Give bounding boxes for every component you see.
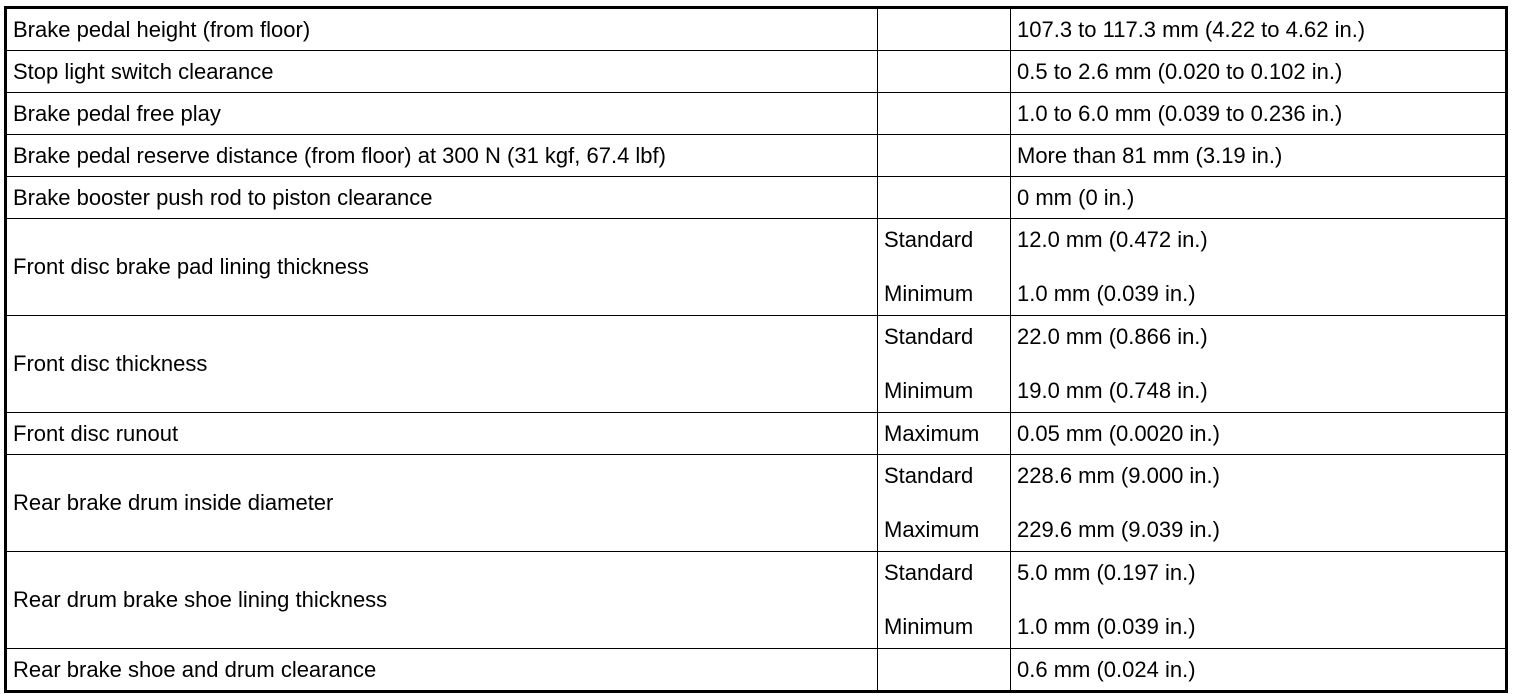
value-text: 1.0 mm (0.039 in.): [1017, 614, 1196, 639]
item-cell: Brake booster push rod to piston clearance: [6, 177, 878, 219]
item-cell: Rear drum brake shoe lining thickness: [6, 552, 878, 649]
condition-label: Standard: [884, 560, 974, 585]
value-cell: 107.3 to 117.3 mm (4.22 to 4.62 in.): [1011, 8, 1507, 51]
condition-cell: [878, 135, 1011, 177]
condition-label: Minimum: [884, 281, 974, 306]
table-row: [6, 552, 1507, 649]
item-cell: Brake pedal reserve distance (from floor) at 300 N (31 kgf, 67.4 lbf): [6, 135, 878, 177]
item-cell: Brake pedal free play: [6, 93, 878, 135]
value-cell: 0.5 to 2.6 mm (0.020 to 0.102 in.): [1011, 51, 1507, 93]
item-cell: Rear brake shoe and drum clearance: [6, 649, 878, 692]
item-cell: Brake pedal height (from floor): [6, 8, 878, 51]
item-cell: Front disc thickness: [6, 316, 878, 413]
item-cell: Rear brake drum inside diameter: [6, 455, 878, 552]
table-row: [6, 413, 1507, 455]
value-cell: [1011, 219, 1507, 316]
condition-label: Standard: [884, 324, 974, 349]
condition-cell: [878, 219, 1011, 316]
condition-label: Standard: [884, 227, 974, 252]
table-row: [6, 135, 1507, 177]
item-cell: Front disc runout: [6, 413, 878, 455]
table-row: [6, 649, 1507, 692]
condition-cell: [878, 51, 1011, 93]
condition-cell: [878, 649, 1011, 692]
value-text: 5.0 mm (0.197 in.): [1017, 560, 1196, 585]
value-cell: 0.6 mm (0.024 in.): [1011, 649, 1507, 692]
value-cell: 1.0 to 6.0 mm (0.039 to 0.236 in.): [1011, 93, 1507, 135]
table-row: [6, 455, 1507, 552]
condition-cell: Maximum: [878, 413, 1011, 455]
value-text: 229.6 mm (9.039 in.): [1017, 517, 1220, 542]
value-text: 22.0 mm (0.866 in.): [1017, 324, 1208, 349]
value-text: 19.0 mm (0.748 in.): [1017, 378, 1208, 403]
condition-cell: [878, 8, 1011, 51]
table-row: [6, 177, 1507, 219]
table-row: [6, 8, 1507, 51]
table-row: [6, 93, 1507, 135]
table-row: [6, 219, 1507, 316]
value-text: 228.6 mm (9.000 in.): [1017, 463, 1220, 488]
brake-specification-table: [4, 6, 1508, 693]
value-cell: 0 mm (0 in.): [1011, 177, 1507, 219]
item-cell: Front disc brake pad lining thickness: [6, 219, 878, 316]
condition-label: Minimum: [884, 614, 974, 639]
value-cell: [1011, 455, 1507, 552]
value-cell: [1011, 316, 1507, 413]
condition-cell: [878, 552, 1011, 649]
value-cell: More than 81 mm (3.19 in.): [1011, 135, 1507, 177]
table-row: [6, 316, 1507, 413]
condition-cell: [878, 316, 1011, 413]
condition-label: Maximum: [884, 517, 980, 542]
item-cell: Stop light switch clearance: [6, 51, 878, 93]
value-cell: [1011, 552, 1507, 649]
condition-label: Minimum: [884, 378, 974, 403]
table-row: [6, 51, 1507, 93]
value-cell: 0.05 mm (0.0020 in.): [1011, 413, 1507, 455]
value-text: 12.0 mm (0.472 in.): [1017, 227, 1208, 252]
condition-label: Standard: [884, 463, 974, 488]
value-text: 1.0 mm (0.039 in.): [1017, 281, 1196, 306]
condition-cell: [878, 177, 1011, 219]
condition-cell: [878, 455, 1011, 552]
condition-cell: [878, 93, 1011, 135]
